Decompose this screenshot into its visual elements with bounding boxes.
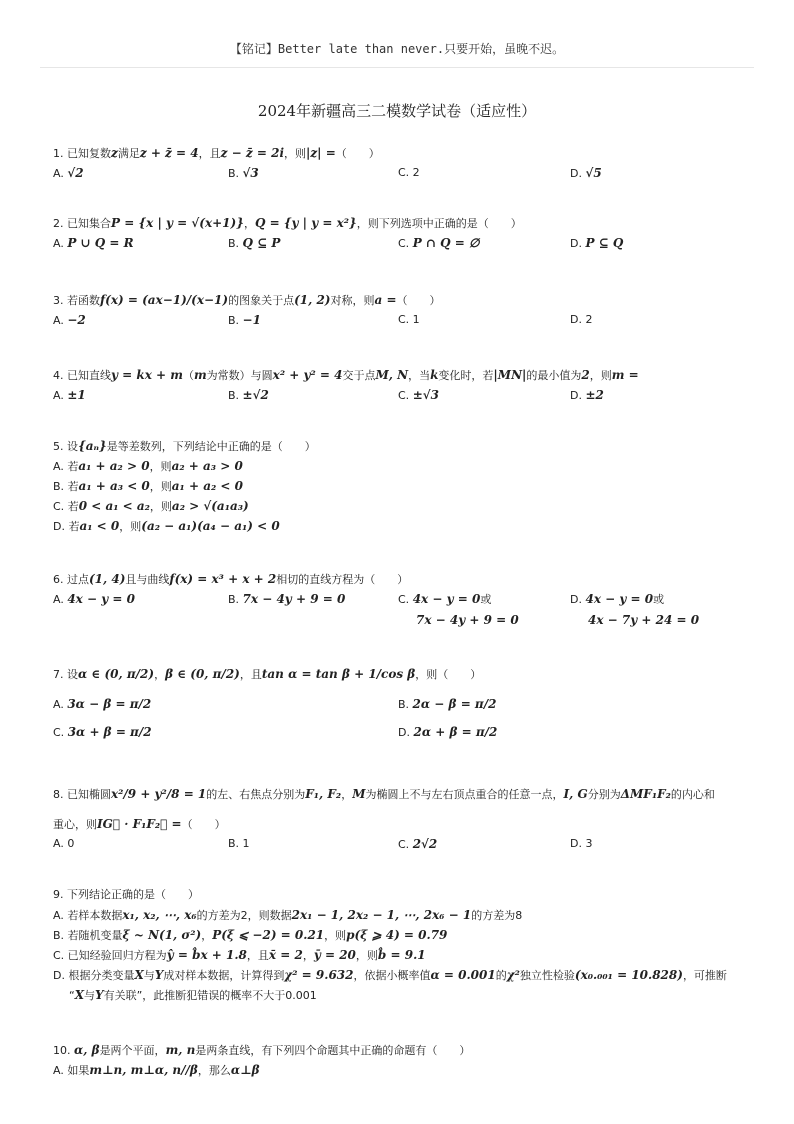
stem-text: ，则 (284, 147, 306, 160)
question-stem (53, 143, 753, 163)
option-d: D. 3 (570, 837, 593, 850)
question-stem: 5. 设{aₙ}是等差数列，下列结论中正确的是（ ） (53, 439, 316, 453)
question-9 (53, 885, 753, 1005)
option-b: B. 若a₁ + a₃ < 0，则a₁ + a₂ < 0 (53, 479, 244, 493)
question-5 (53, 436, 753, 536)
header-divider (40, 67, 754, 68)
option-c: C. 已知经验回归方程为ŷ = b̂x + 1.8，且x̄ = 2，ȳ = 20，则b̂ = 9.1 (53, 948, 426, 962)
question-stem: 7. 设α ∈ (0, π/2)，β ∈ (0, π/2)，且tan α = tan β + 1/cos β，则（ ） (53, 667, 482, 681)
option-d: D. 4x − y = 0或 4x − 7y + 24 = 0 (570, 592, 700, 627)
math: z − z̄ = 2i (220, 146, 284, 160)
options (53, 834, 753, 854)
question-stem-cont: 重心，则IG⃗ · F₁F₂⃗ =（ ） (53, 817, 226, 831)
option-d: D. P ⊆ Q (570, 236, 624, 250)
option-b: B. √3 (228, 166, 259, 180)
option-a: A. 若样本数据x₁, x₂, ⋯, x₆的方差为2，则数据2x₁ − 1, 2x₂ − 1, ⋯, 2x₆ − 1的方差为8 (53, 908, 523, 922)
option-d: D. ±2 (570, 388, 604, 402)
option-a: A. P ∪ Q = R (53, 236, 134, 250)
option-c: C. 若0 < a₁ < a₂，则a₂ > √(a₁a₃) (53, 499, 249, 513)
question-stem: 10. α, β是两个平面，m, n是两条直线，有下列四个命题其中正确的命题有（ ） (53, 1043, 471, 1057)
question-10 (53, 1040, 753, 1080)
question-6 (53, 569, 753, 629)
option-b: B. 若随机变量ξ ~ N(1, σ²)，P(ξ ⩽ −2) = 0.21，则p(ξ ⩾ 4) = 0.79 (53, 928, 448, 942)
option-d-cont: “X与Y有关联”，此推断犯错误的概率不大于0.001 (69, 988, 317, 1002)
question-stem: 8. 已知椭圆x²/9 + y²/8 = 1的左、右焦点分别为F₁, F₂，M为椭圆上不与左右顶点重合的任意一点，I, G分别为ΔMF₁F₂的内心和 (53, 787, 715, 801)
question-stem: 6. 过点(1, 4)且与曲线f(x) = x³ + x + 2相切的直线方程为（ ） (53, 572, 409, 586)
math: |z| = (306, 146, 336, 160)
math: z + z̄ = 4 (139, 146, 199, 160)
option-c: C. ±√3 (398, 388, 439, 402)
option-a: A. 如果m⊥n, m⊥α, n//β，那么α⊥β (53, 1063, 260, 1077)
page-title: 2024年新疆高三二模数学试卷（适应性） (257, 102, 537, 120)
option-a: A. √2 (53, 166, 84, 180)
option-d: D. 2α + β = π/2 (398, 725, 498, 739)
option-c: C. 2√2 (398, 837, 438, 851)
option-c: C. 3α + β = π/2 (53, 725, 152, 739)
options (53, 310, 753, 330)
options (53, 233, 753, 253)
option-b: B. 1 (228, 837, 250, 850)
option-d: D. √5 (570, 166, 602, 180)
option-b: B. −1 (228, 313, 261, 327)
question-2 (53, 213, 753, 253)
option-d: D. 根据分类变量X与Y成对样本数据，计算得到χ² = 9.632，依据小概率值α = 0.001的χ²独立性检验(x₀.₀₀₁ = 10.828)，可推断 (53, 968, 727, 982)
option-a: A. 3α − β = π/2 (53, 697, 152, 711)
option-d: D. 若a₁ < 0，则(a₂ − a₁)(a₄ − a₁) < 0 (53, 519, 280, 533)
option-a: A. −2 (53, 313, 86, 327)
option-c: C. P ∩ Q = ∅ (398, 236, 480, 250)
option-d: D. 2 (570, 313, 593, 326)
question-7 (53, 664, 753, 742)
option-c: C. 1 (398, 313, 420, 326)
option-b: B. ±√2 (228, 388, 269, 402)
option-a: A. 若a₁ + a₂ > 0，则a₂ + a₃ > 0 (53, 459, 243, 473)
options (53, 163, 753, 183)
motto-header: 【铭记】Better late than never.只要开始，虽晚不迟。 (229, 42, 565, 56)
question-stem: 3. 若函数f(x) = (ax−1)/(x−1)的图象关于点(1, 2)对称，则a =（ ） (53, 293, 441, 307)
question-8 (53, 784, 753, 854)
stem-text: ，且 (198, 147, 221, 160)
options (53, 385, 753, 405)
option-b: B. Q ⊆ P (228, 236, 281, 250)
question-stem: 9. 下列结论正确的是（ ） (53, 888, 199, 901)
question-3 (53, 290, 753, 330)
option-a: A. 0 (53, 837, 75, 850)
options (53, 589, 753, 629)
question-stem: 2. 已知集合P = {x | y = √(x+1)}，Q = {y | y = x²}，则下列选项中正确的是（ ） (53, 216, 522, 230)
option-a: A. ±1 (53, 388, 86, 402)
math: z (111, 146, 118, 160)
options-row-1 (53, 694, 753, 714)
option-a: A. 4x − y = 0 (53, 592, 135, 606)
stem-text: （ ） (335, 147, 380, 160)
question-stem: 4. 已知直线y = kx + m（m为常数）与圆x² + y² = 4交于点M, N，当k变化时，若|MN|的最小值为2，则m = (53, 368, 639, 382)
option-b: B. 7x − 4y + 9 = 0 (228, 592, 346, 606)
stem-text: 满足 (117, 147, 140, 160)
stem-text: 1. 已知复数 (53, 147, 111, 160)
question-1 (53, 143, 753, 183)
question-4 (53, 365, 753, 405)
option-c: C. 4x − y = 0或 7x − 4y + 9 = 0 (398, 592, 519, 627)
option-b: B. 2α − β = π/2 (398, 697, 497, 711)
option-c: C. 2 (398, 166, 420, 179)
options-row-2 (53, 722, 753, 742)
